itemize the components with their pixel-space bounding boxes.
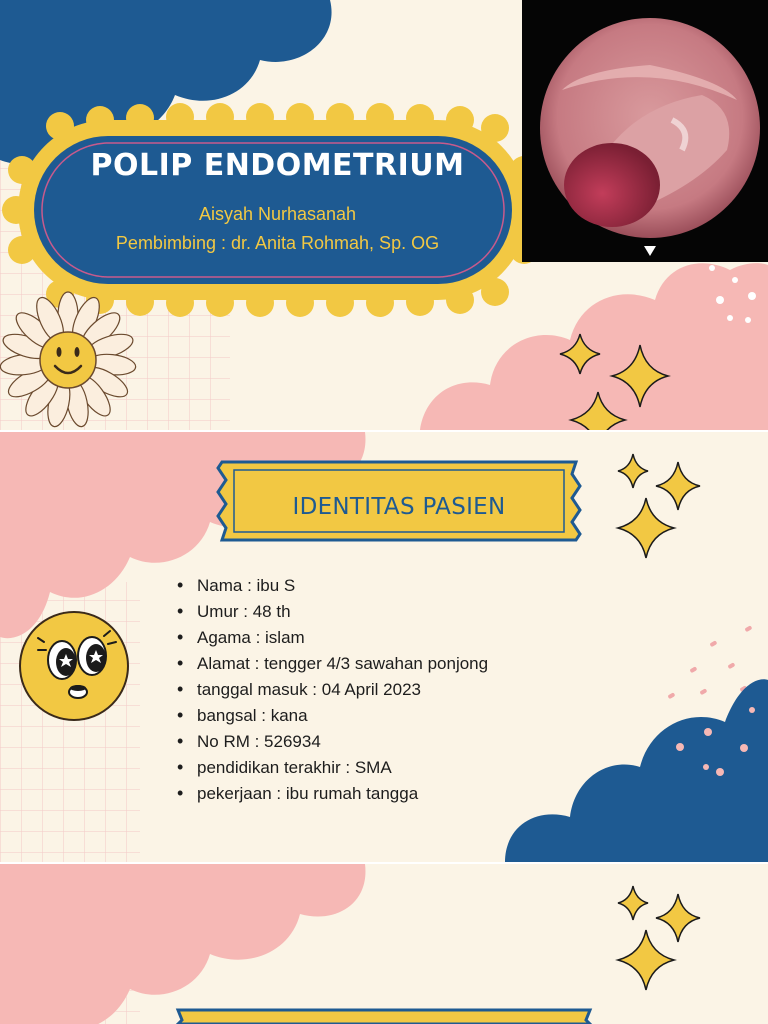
list-item: • pendidikan terakhir : SMA xyxy=(177,754,488,780)
endoscopy-image xyxy=(522,0,768,262)
list-item: • No RM : 526934 xyxy=(177,728,488,754)
list-item: • Umur : 48 th xyxy=(177,598,488,624)
pink-cloud-shape xyxy=(0,864,365,1024)
list-item: • bangsal : kana xyxy=(177,702,488,728)
sparkle-star-icon xyxy=(618,886,700,990)
patient-info-list xyxy=(177,572,488,806)
next-slide-partial xyxy=(0,864,768,1024)
presentation-title: POLIP ENDOMETRIUM xyxy=(90,148,465,183)
next-slide-decorations xyxy=(0,864,768,1024)
list-item: • Agama : islam xyxy=(177,624,488,650)
author-name: Aisyah Nurhasanah xyxy=(198,204,357,224)
list-item: • tanggal masuk : 04 April 2023 xyxy=(177,676,488,702)
navy-cloud-shape xyxy=(505,679,768,862)
patient-identity-slide xyxy=(0,432,768,862)
supervisor-line: Pembimbing : dr. Anita Rohmah, Sp. OG xyxy=(115,233,440,253)
endoscopy-photo xyxy=(522,0,768,262)
googly-eyed-smiley-icon xyxy=(20,612,128,720)
title-slide xyxy=(0,0,768,430)
sparkle-star-icon xyxy=(618,454,700,558)
list-item: • Nama : ibu S xyxy=(177,572,488,598)
heading-banner xyxy=(178,1010,590,1024)
list-item: • Alamat : tengger 4/3 sawahan ponjong xyxy=(177,650,488,676)
speckle-dots xyxy=(667,625,752,699)
heading-identitas-pasien: IDENTITAS PASIEN xyxy=(292,494,506,520)
list-item: • pekerjaan : ibu rumah tangga xyxy=(177,780,488,806)
